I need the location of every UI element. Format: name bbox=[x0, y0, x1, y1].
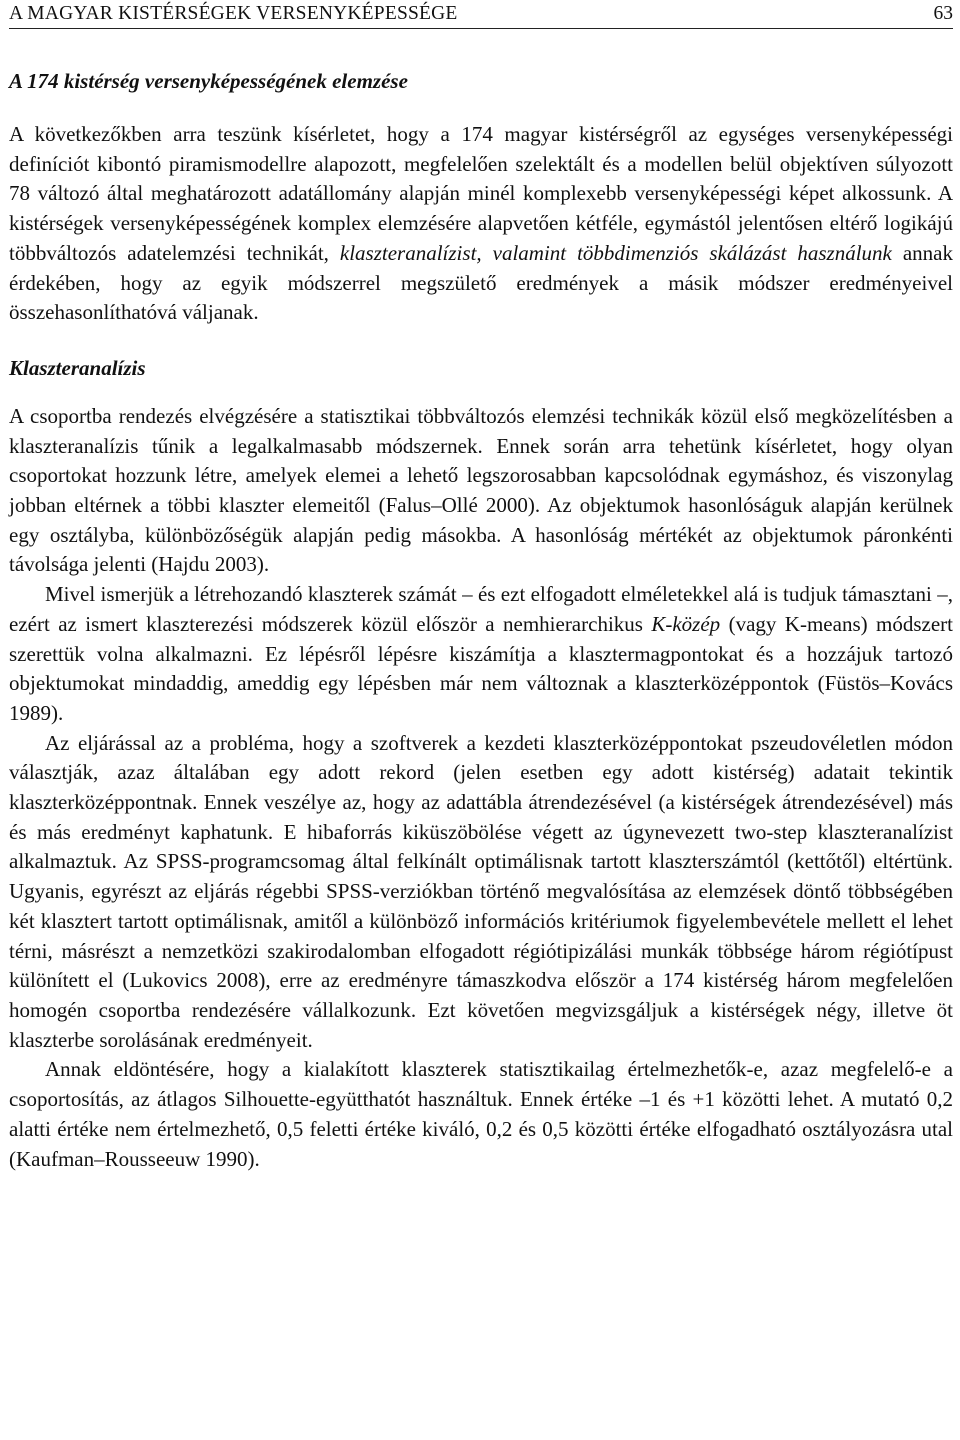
intro-emphasis: klaszteranalízist, valamint többdimenziós skálázást használunk bbox=[339, 240, 892, 265]
p2-text-1: Mivel ismerjük a létrehozandó klaszterek számát – és ezt elfogadott elméletekkel alá is tudjuk támasztani –, ezért az ismert klaszterezési módszerek közül először a nemhierarchikus bbox=[9, 582, 953, 636]
subsection-title: Klaszteranalízis bbox=[9, 355, 146, 380]
p2-emphasis: K-közép bbox=[651, 611, 721, 636]
intro-text-1: A következőkben arra teszünk kísérletet, hogy a 174 magyar kistérségről az egységes versenyképességi definíciót kibontó piramismodellre alapozott, megfelelően szelektált és a modellen belül objektíven súlyozott 78 változó által meghatározott adatállomány alapján minél komplexebb versenyképességi képet alkossunk. A kistérségek versenyképességének komplex elemzésére alapvetően kétféle, egymástól jelentősen eltérő logikájú többváltozós adatelemzési technikát, bbox=[9, 122, 953, 265]
paragraph-cluster-intro: A csoportba rendezés elvégzésére a statisztikai többváltozós elemzési technikák közül első megközelítésben a klaszteranalízis tűnik a legalkalmasabb módszernek. Ennek során arra tehetünk kísérletet, hogy olyan csoportokat hozzunk létre, amelyek elemei a lehető legszorosabban kapcsolódnak egymáshoz, és viszonylag jobban eltérnek a többi klaszter elemeitől (Falus–Ollé 2000). Az objektumok hasonlóságuk alapján kerülnek egy osztályba, különbözőségük alapján pedig másokba. A hasonlóság mértékét az objektumok páronkénti távolsága jelenti (Hajdu 2003). bbox=[9, 403, 953, 577]
running-title: A MAGYAR KISTÉRSÉGEK VERSENYKÉPESSÉGE bbox=[9, 3, 458, 24]
intro-paragraph bbox=[9, 120, 953, 328]
paragraph-silhouette: Annak eldöntésére, hogy a kialakított klaszterek statisztikailag értelmezhetők-e, azaz megfelelő-e a csoportosítás, az átlagos Silhouette-együtthatót használtuk. Ennek értéke –1 és +1 közötti lehet. A mutató 0,2 alatti értéke nem értelmezhető, 0,5 feletti értéke kiváló, 0,2 és 0,5 közötti értéke elfogadható osztályozásra utal (Kaufman–Rousseeuw 1990). bbox=[9, 1057, 953, 1171]
document-page bbox=[9, 0, 953, 1174]
p2-text-2: (vagy K-means) módszert szerettük volna alkalmazni. Ez lépésről lépésre kiszámítja a klasztermagpontokat és a hozzájuk tartozó objektumokat mindaddig, ameddig egy lépésben már nem változnak a klaszterközéppontok (Füstös–Kovács 1989). bbox=[9, 611, 953, 725]
running-header bbox=[9, 0, 953, 29]
paragraph-k-means bbox=[9, 580, 953, 729]
intro-text-2: annak érdekében, hogy az egyik módszerrel megszülető eredmények a másik módszer eredményeivel összehasonlíthatóvá váljanak. bbox=[9, 240, 953, 325]
page-number: 63 bbox=[933, 3, 953, 24]
paragraph-two-step: Az eljárással az a probléma, hogy a szoftverek a kezdeti klaszterközéppontokat pszeudovéletlen módon választják, azaz általában egy adott rekord (jelen esetben egy adott kistérség) adatait tekintik klaszterközéppontnak. Ennek veszélye az, hogy az adattábla átrendezésével (a kistérségek átrendezésével) más és más eredményt kaphatunk. E hibaforrás kiküszöbölése végett az úgynevezett two-step klaszteranalízist alkalmaztuk. Az SPSS-programcsomag által felkínált optimálisnak tartott klaszterszámtól (kettőtől) eltértünk. Ugyanis, egyrészt az eljárás régebbi SPSS-verziókban történő megvalósítása az elemzések döntő többségében két klasztert tartott optimálisnak, amitől a különböző információs kritériumok figyelembevétele mellett el lehet térni, másrészt a nemzetközi szakirodalomban elfogadott régiótipizálási munkák többsége három régiótípust különített el (Lukovics 2008), erre az eredményre támaszkodva először a 174 kistérség három megfelelően homogén csoportba rendezésére vállalkozunk. Ezt követően megvizsgáljuk a kistérségek négy, illetve öt klaszterbe sorolásának eredményeit. bbox=[9, 730, 953, 1052]
section-title: A 174 kistérség versenyképességének elemzése bbox=[9, 69, 408, 93]
